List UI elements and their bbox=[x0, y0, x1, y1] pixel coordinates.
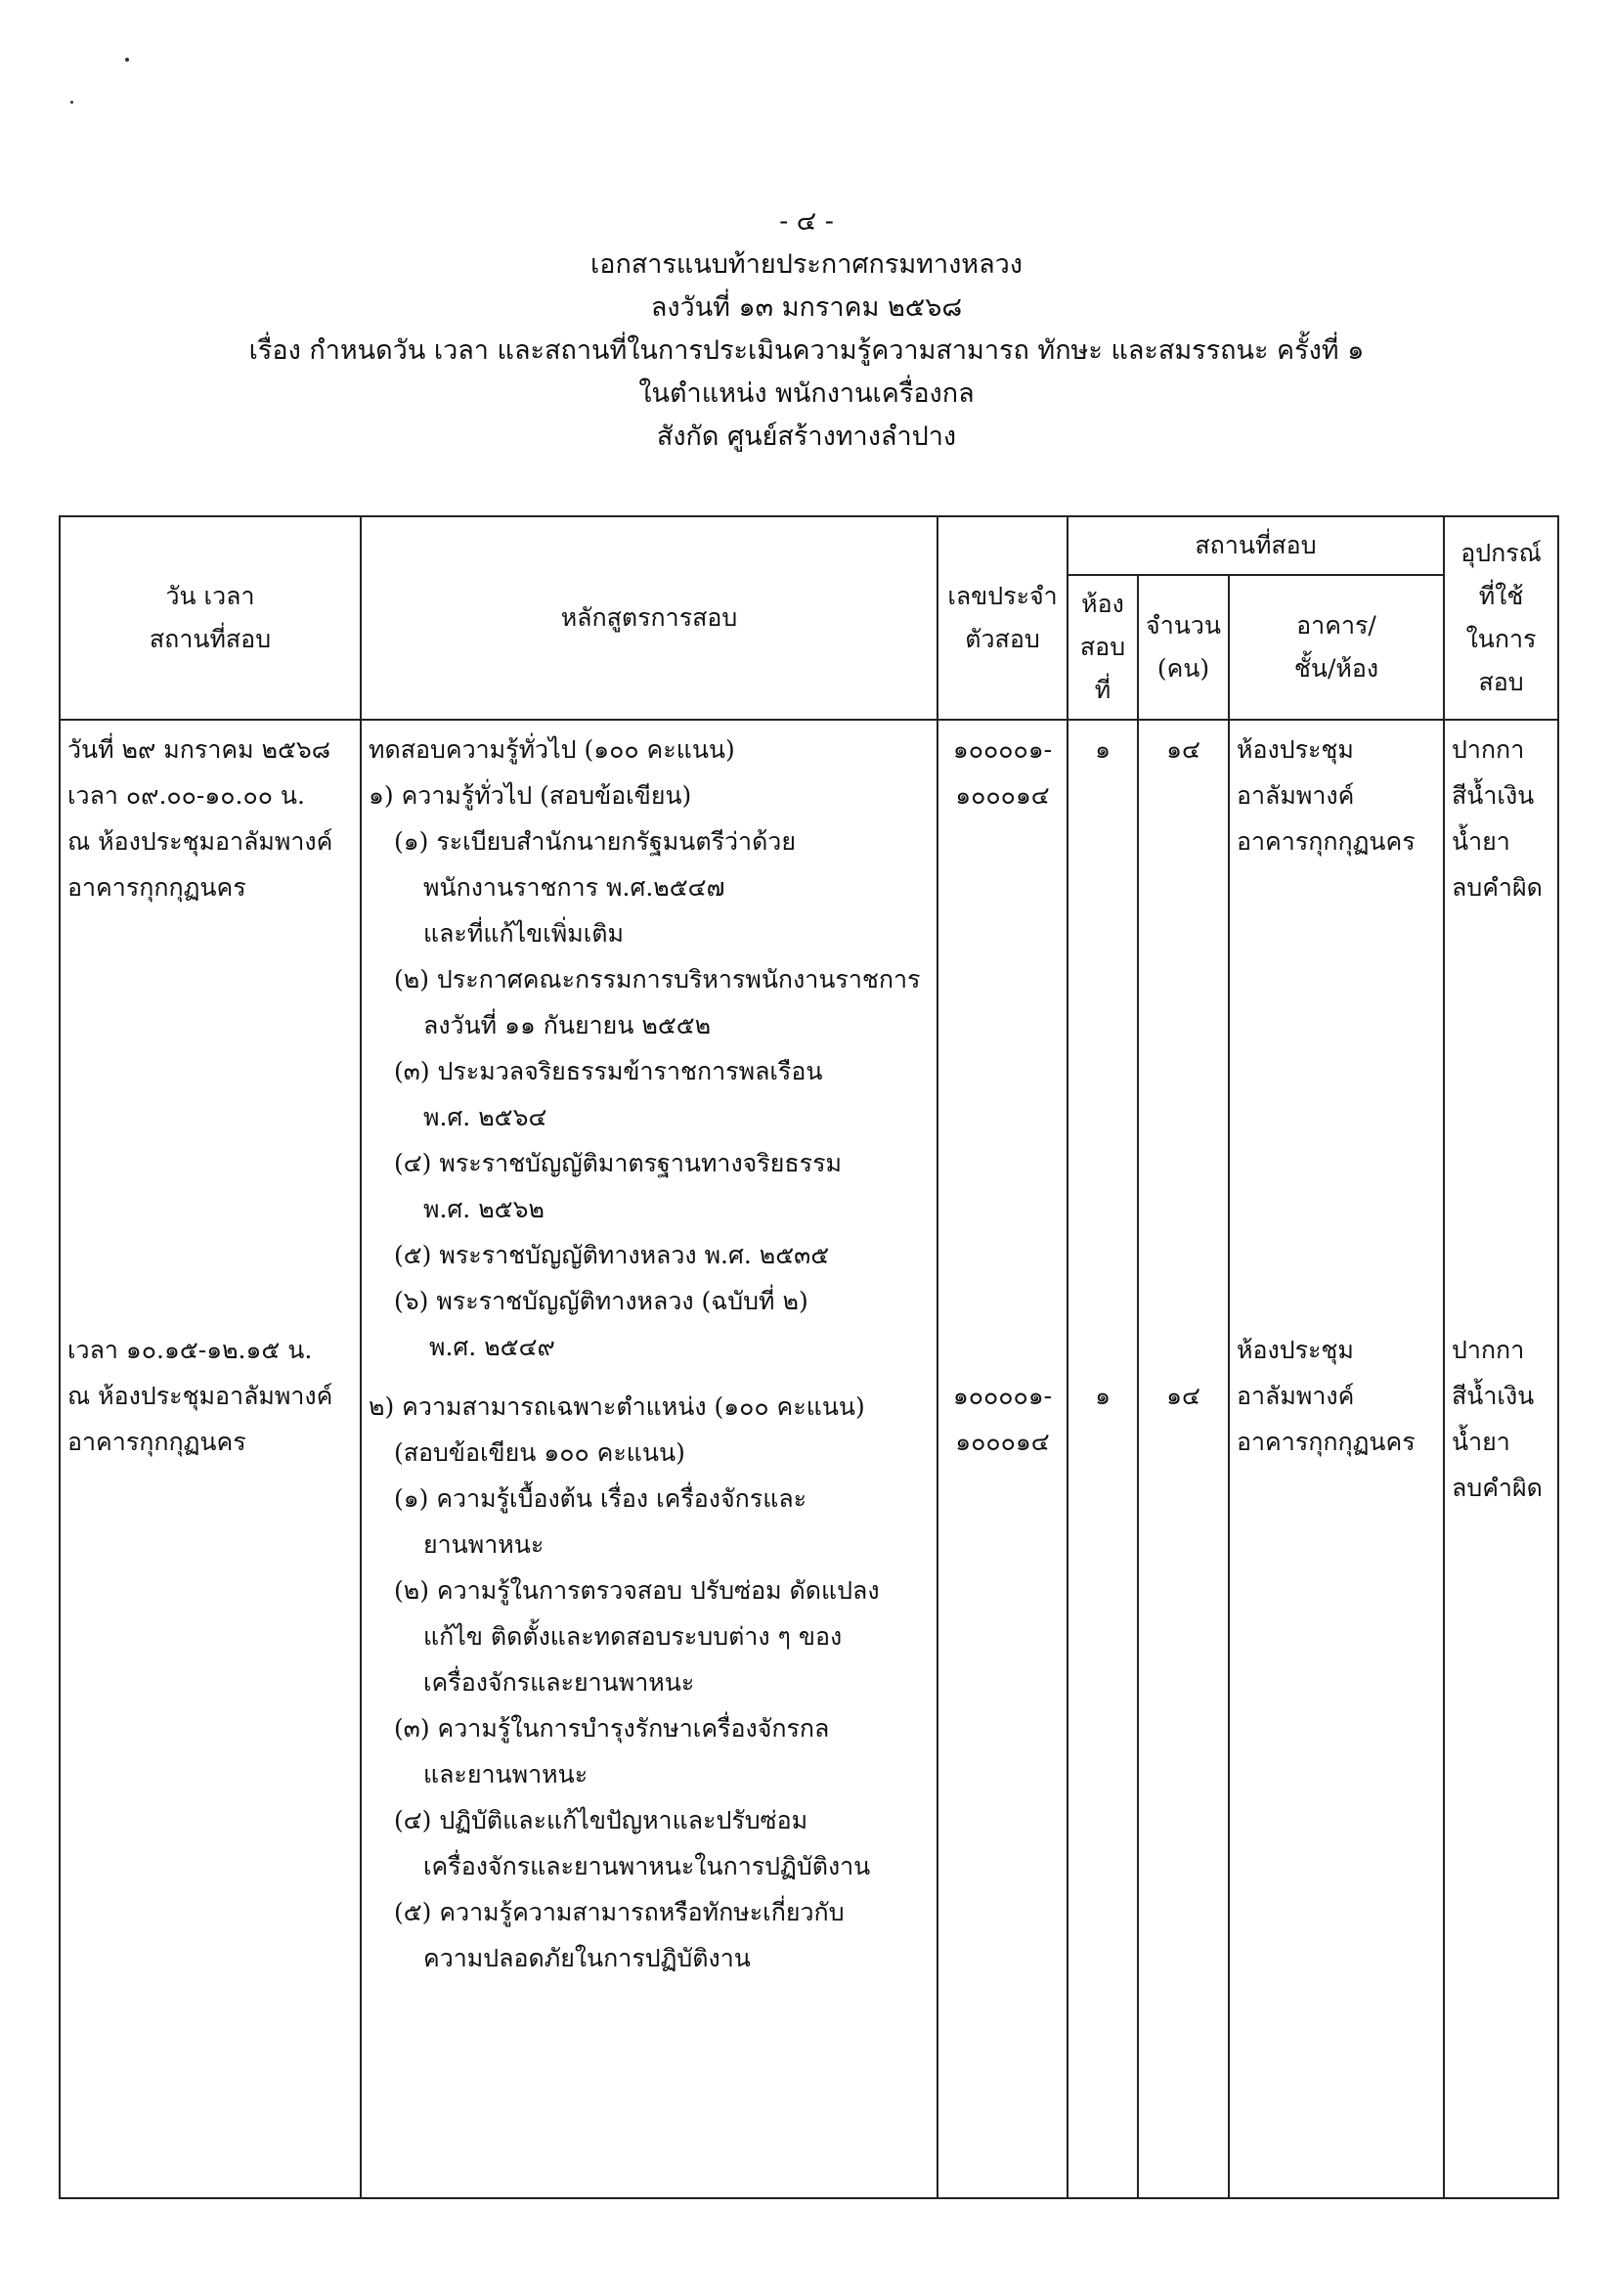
header-building bbox=[1229, 575, 1444, 720]
equipment-line: น้ำยา bbox=[1452, 1428, 1510, 1456]
datetime-cell bbox=[60, 720, 361, 2198]
building-line: อาคารกุกกุฏนคร bbox=[1237, 827, 1416, 856]
datetime-line: ณ ห้องประชุมอาลัมพางค์ bbox=[67, 1382, 333, 1410]
session-2-equipment bbox=[1452, 1327, 1550, 1511]
syllabus-line: (๑) ความรู้เบื้องต้น เรื่อง เครื่องจักรและ bbox=[394, 1484, 807, 1513]
header-room-line: สอบ bbox=[1079, 633, 1126, 661]
building-line: อาคารกุกกุฏนคร bbox=[1237, 1428, 1416, 1456]
equipment-line: น้ำยา bbox=[1452, 827, 1510, 856]
syllabus-line: แก้ไข ติดตั้งและทดสอบระบบต่าง ๆ ของ bbox=[423, 1622, 843, 1651]
table-row bbox=[60, 720, 1558, 2198]
session-1-syllabus bbox=[369, 727, 930, 1370]
exam-schedule-table bbox=[59, 515, 1559, 2199]
exam-id-line: ๑๐๐๐๑๔ bbox=[955, 1428, 1050, 1456]
syllabus-line: ๑) ความรู้ทั่วไป (สอบข้อเขียน) bbox=[369, 781, 692, 810]
scan-speck bbox=[70, 101, 73, 104]
department-line: สังกัด ศูนย์สร้างทางลำปาง bbox=[656, 421, 957, 452]
subject-line: เรื่อง กำหนดวัน เวลา และสถานที่ในการประเมินความรู้ความสามารถ ทักษะ และสมรรถนะ ครั้งที่ ๑ bbox=[248, 335, 1365, 366]
header-building-line: อาคาร/ bbox=[1296, 611, 1376, 640]
syllabus-line: ยานพาหนะ bbox=[423, 1530, 545, 1559]
datetime-line: อาคารกุกกุฏนคร bbox=[67, 1428, 246, 1456]
header-equipment-line: อุปกรณ์ bbox=[1460, 539, 1542, 567]
header-count-line: (คน) bbox=[1156, 654, 1210, 683]
header-equipment-line: สอบ bbox=[1478, 668, 1524, 696]
header-datetime bbox=[60, 516, 361, 720]
syllabus-line: (๒) ความรู้ในการตรวจสอบ ปรับซ่อม ดัดแปลง bbox=[394, 1576, 880, 1605]
syllabus-line: ลงวันที่ ๑๑ กันยายน ๒๕๕๒ bbox=[423, 1011, 712, 1039]
header-venue-group: สถานที่สอบ bbox=[1068, 516, 1444, 575]
equipment-line: ปากกา bbox=[1452, 1336, 1525, 1364]
syllabus-line: (๖) พระราชบัญญัติทางหลวง (ฉบับที่ ๒) bbox=[394, 1287, 808, 1315]
equipment-cell bbox=[1444, 720, 1558, 2198]
session-1-building bbox=[1237, 727, 1436, 864]
syllabus-line: พ.ศ. ๒๕๔๙ bbox=[429, 1333, 555, 1361]
header-room-line: ที่ bbox=[1094, 676, 1112, 704]
syllabus-line: (๑) ระเบียบสำนักนายกรัฐมนตรีว่าด้วย bbox=[394, 827, 796, 856]
datetime-line: เวลา ๐๙.๐๐-๑๐.๐๐ น. bbox=[67, 781, 305, 810]
syllabus-line: เครื่องจักรและยานพาหนะในการปฏิบัติงาน bbox=[423, 1852, 871, 1880]
syllabus-line: และที่แก้ไขเพิ่มเติม bbox=[423, 919, 625, 948]
header-exam-id-line: เลขประจำ bbox=[947, 582, 1058, 610]
exam-id-line: ๑๐๐๐๐๑- bbox=[952, 735, 1053, 764]
header-exam-id bbox=[937, 516, 1068, 720]
header-exam-id-line: ตัวสอบ bbox=[965, 625, 1040, 653]
header-count-line: จำนวน bbox=[1146, 611, 1221, 640]
room-cell bbox=[1068, 720, 1138, 2198]
header-syllabus: หลักสูตรการสอบ bbox=[361, 516, 937, 720]
syllabus-line: (๓) ประมวลจริยธรรมข้าราชการพลเรือน bbox=[394, 1057, 823, 1085]
syllabus-cell bbox=[361, 720, 937, 2198]
building-line: ห้องประชุม bbox=[1237, 735, 1354, 764]
exam-id-line: ๑๐๐๐๐๑- bbox=[952, 1382, 1053, 1410]
session-2-datetime bbox=[67, 1327, 353, 1465]
exam-id-cell bbox=[937, 720, 1068, 2198]
session-2-exam-id bbox=[945, 1373, 1060, 1465]
position-line: ในตำแหน่ง พนักงานเครื่องกล bbox=[638, 378, 975, 409]
syllabus-line: พนักงานราชการ พ.ศ.๒๕๔๗ bbox=[423, 873, 725, 902]
session-2-room: ๑ bbox=[1095, 1382, 1111, 1410]
building-cell bbox=[1229, 720, 1444, 2198]
syllabus-line: พ.ศ. ๒๕๖๒ bbox=[423, 1195, 545, 1223]
syllabus-line: พ.ศ. ๒๕๖๔ bbox=[423, 1103, 547, 1131]
session-2-count: ๑๔ bbox=[1166, 1382, 1200, 1410]
equipment-line: ลบคำผิด bbox=[1452, 1474, 1543, 1502]
equipment-line: สีน้ำเงิน bbox=[1452, 1382, 1535, 1410]
session-1-room: ๑ bbox=[1095, 735, 1111, 764]
header-datetime-line: วัน เวลา bbox=[165, 582, 255, 610]
header-equipment-line: ที่ใช้ bbox=[1478, 582, 1524, 610]
syllabus-line: (สอบข้อเขียน ๑๐๐ คะแนน) bbox=[394, 1438, 685, 1467]
scan-speck bbox=[125, 58, 129, 62]
syllabus-line: ทดสอบความรู้ทั่วไป (๑๐๐ คะแนน) bbox=[369, 735, 735, 764]
syllabus-line: ๒) ความสามารถเฉพาะตำแหน่ง (๑๐๐ คะแนน) bbox=[369, 1392, 865, 1421]
exam-id-line: ๑๐๐๐๑๔ bbox=[955, 781, 1050, 810]
header-equipment bbox=[1444, 516, 1558, 720]
equipment-line: ปากกา bbox=[1452, 735, 1525, 764]
datetime-line: วันที่ ๒๙ มกราคม ๒๕๖๘ bbox=[67, 735, 331, 764]
session-2-building bbox=[1237, 1327, 1436, 1465]
datetime-line: อาคารกุกกุฏนคร bbox=[67, 873, 246, 902]
datetime-line: ณ ห้องประชุมอาลัมพางค์ bbox=[67, 827, 333, 856]
building-line: อาลัมพางค์ bbox=[1237, 781, 1355, 810]
syllabus-line: (๓) ความรู้ในการบำรุงรักษาเครื่องจักรกล bbox=[394, 1714, 830, 1743]
count-cell bbox=[1138, 720, 1229, 2198]
building-line: ห้องประชุม bbox=[1237, 1336, 1354, 1364]
header-room bbox=[1068, 575, 1138, 720]
session-2-syllabus bbox=[369, 1384, 930, 1981]
datetime-line: เวลา ๑๐.๑๕-๑๒.๑๕ น. bbox=[67, 1336, 313, 1364]
announcement-date: ลงวันที่ ๑๓ มกราคม ๒๕๖๘ bbox=[650, 292, 963, 323]
building-line: อาลัมพางค์ bbox=[1237, 1382, 1355, 1410]
syllabus-line: (๕) พระราชบัญญัติทางหลวง พ.ศ. ๒๕๓๕ bbox=[394, 1241, 830, 1269]
equipment-line: ลบคำผิด bbox=[1452, 873, 1543, 902]
session-1-equipment bbox=[1452, 727, 1550, 910]
header-equipment-line: ในการ bbox=[1465, 625, 1537, 653]
syllabus-line: เครื่องจักรและยานพาหนะ bbox=[423, 1668, 695, 1697]
session-1-count: ๑๔ bbox=[1166, 735, 1200, 764]
attachment-title: เอกสารแนบท้ายประกาศกรมทางหลวง bbox=[590, 249, 1023, 280]
document-header bbox=[0, 200, 1613, 459]
syllabus-line: (๔) พระราชบัญญัติมาตรฐานทางจริยธรรม bbox=[394, 1149, 842, 1177]
page-number: - ๔ - bbox=[779, 206, 834, 237]
syllabus-line: และยานพาหนะ bbox=[423, 1760, 589, 1788]
header-datetime-line: สถานที่สอบ bbox=[149, 625, 272, 653]
syllabus-line: ความปลอดภัยในการปฏิบัติงาน bbox=[423, 1944, 751, 1972]
header-room-line: ห้อง bbox=[1081, 590, 1124, 618]
header-building-line: ชั้น/ห้อง bbox=[1293, 654, 1379, 683]
syllabus-line: (๕) ความรู้ความสามารถหรือทักษะเกี่ยวกับ bbox=[394, 1898, 845, 1926]
session-1-datetime bbox=[67, 727, 353, 910]
header-count bbox=[1138, 575, 1229, 720]
equipment-line: สีน้ำเงิน bbox=[1452, 781, 1535, 810]
session-1-exam-id bbox=[945, 727, 1060, 818]
syllabus-line: (๔) ปฏิบัติและแก้ไขปัญหาและปรับซ่อม bbox=[394, 1806, 808, 1834]
syllabus-line: (๒) ประกาศคณะกรรมการบริหารพนักงานราชการ bbox=[394, 965, 921, 993]
